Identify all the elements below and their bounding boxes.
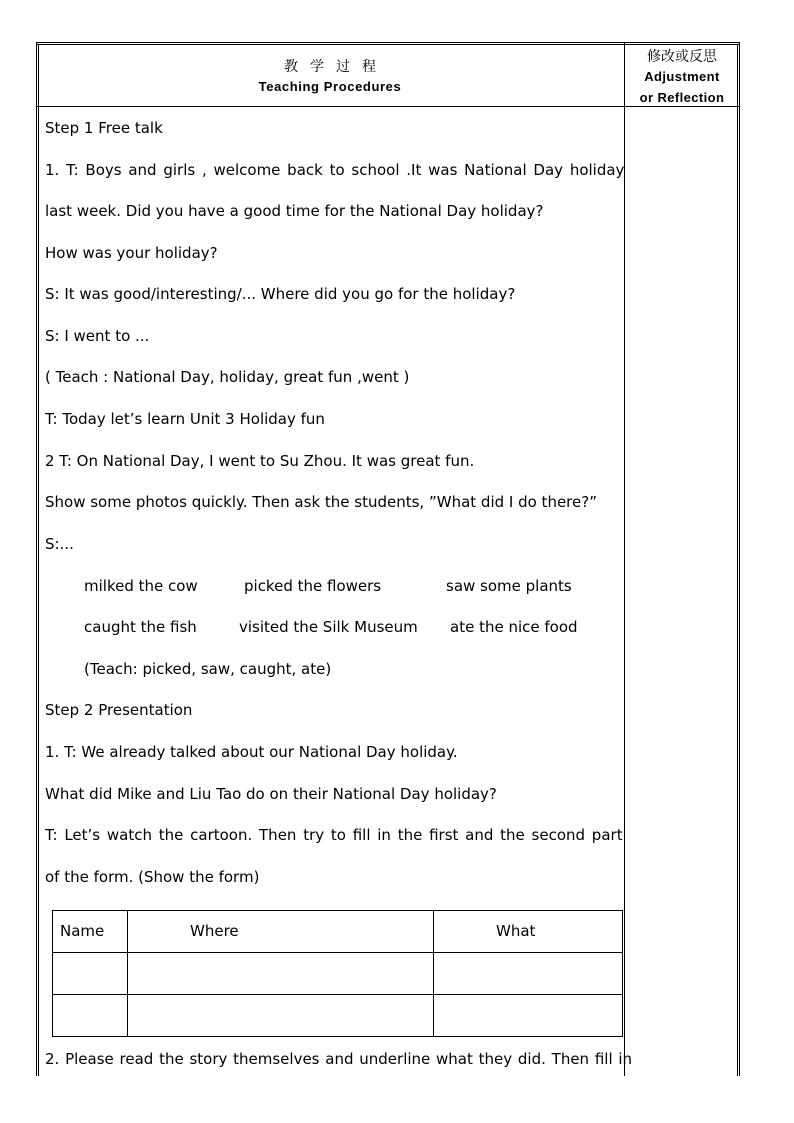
form-line — [127, 910, 128, 1036]
activity-saw: saw some plants — [446, 577, 572, 595]
text-line: 2 T: On National Day, I went to Su Zhou. It was great fun. — [45, 452, 475, 470]
text-line: last week. Did you have a good time for the National Day holiday? — [45, 202, 544, 220]
form-line — [622, 910, 623, 1036]
activity-caught: caught the fish — [84, 618, 197, 636]
activity-visited: visited the Silk Museum — [239, 618, 418, 636]
text-line: (Teach: picked, saw, caught, ate) — [84, 660, 332, 678]
text-line: S:... — [45, 535, 74, 553]
text-line: ( Teach : National Day, holiday, great fun ,went ) — [45, 368, 410, 386]
text-line: T: Let’s watch the cartoon. Then try to fill in the first and the second part — [45, 826, 623, 844]
text-line: S: It was good/interesting/... Where did you go for the holiday? — [45, 285, 516, 303]
form-line — [433, 910, 434, 1036]
frame-left-inner — [38, 44, 39, 1076]
side-title-en-line1: Adjustment — [644, 69, 720, 84]
header-title-zh: 教学过程 — [284, 59, 388, 75]
step2-title: Step 2 Presentation — [45, 701, 193, 719]
side-title-zh: 修改或反思 — [647, 49, 717, 65]
activity-ate: ate the nice food — [450, 618, 578, 636]
text-line: 2. Please read the story themselves and underline what they did. Then fill in — [45, 1050, 633, 1068]
text-line: S: I went to ... — [45, 327, 150, 345]
lesson-plan-table — [36, 42, 740, 1076]
frame-top-inner — [36, 44, 740, 45]
fill-in-form — [52, 910, 623, 1036]
frame-right-inner — [737, 44, 738, 1076]
header-title-en: Teaching Procedures — [258, 79, 402, 94]
frame-left — [36, 42, 37, 1076]
column-divider — [624, 42, 625, 1076]
activity-milked: milked the cow — [84, 577, 198, 595]
form-header-where: Where — [190, 922, 239, 940]
text-line: 1. T: Boys and girls , welcome back to school .It was National Day holiday — [45, 161, 625, 179]
activity-picked: picked the flowers — [244, 577, 382, 595]
form-line — [52, 952, 623, 953]
form-line — [52, 910, 53, 1036]
text-line: 1. T: We already talked about our National Day holiday. — [45, 743, 458, 761]
side-title-en-line2: or Reflection — [639, 90, 725, 105]
form-line — [52, 1036, 623, 1037]
text-line: of the form. (Show the form) — [45, 868, 260, 886]
step1-title: Step 1 Free talk — [45, 119, 163, 137]
text-line: T: Today let’s learn Unit 3 Holiday fun — [45, 410, 325, 428]
header-divider — [36, 106, 740, 107]
frame-right — [739, 42, 740, 1076]
text-line: Show some photos quickly. Then ask the students, ”What did I do there?” — [45, 493, 597, 511]
frame-top — [36, 42, 740, 43]
form-line — [52, 910, 623, 911]
form-line — [52, 994, 623, 995]
form-header-what: What — [496, 922, 536, 940]
text-line: What did Mike and Liu Tao do on their National Day holiday? — [45, 785, 497, 803]
text-line: How was your holiday? — [45, 244, 218, 262]
form-header-name: Name — [60, 922, 105, 940]
